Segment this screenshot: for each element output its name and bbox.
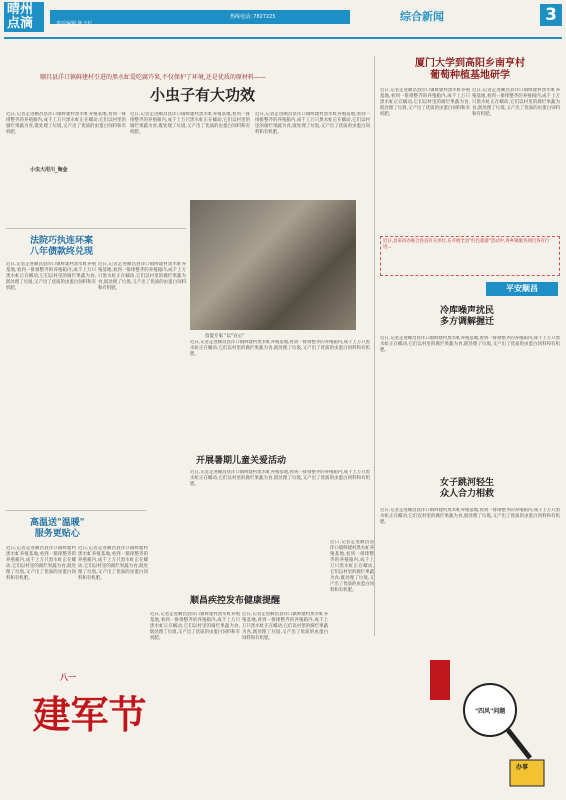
lead-photo [190,200,356,330]
photo-caption: 技能专家 "以"宣心" [205,334,245,339]
health-title: 顺昌疾控发布健康提醒 [190,596,281,606]
page-number: 3 [540,4,562,26]
gaowen-body-col1: 近日,记者走进顺昌县洋口镇鲜建村黑水虻养殖基地,看到一排排整齐的养殖箱内,成千上万只黑水虻正在蠕动,它们以村里的腐烂果蔬为食,既处理了垃圾,又产出了优质的虫蛋白饲料和有机肥。 [6,546,76,581]
masthead [0,0,566,40]
health-body-col3: 近日,记者走进顺昌县洋口镇鲜建村黑水虻养殖基地,看到一排排整齐的养殖箱内,成千上万只黑水虻正在蠕动,它们以村里的腐烂果蔬为食,既处理了垃圾,又产出了优质的虫蛋白饲料和有机肥。 [330,540,374,593]
editor-label: 责任编辑:陈玉红 [56,21,93,27]
police-body-1: 近日,记者走进顺昌县洋口镇鲜建村黑水虻养殖基地,看到一排排整齐的养殖箱内,成千上万只黑水虻正在蠕动,它们以村里的腐烂果蔬为食,既处理了垃圾,又产出了优质的虫蛋白饲料和有机肥。 [380,336,560,353]
lead-title: 小虫子有大功效 [150,86,256,104]
gaowen-body-col2: 近日,记者走进顺昌县洋口镇鲜建村黑水虻养殖基地,看到一排排整齐的养殖箱内,成千上万只黑水虻正在蠕动,它们以村里的腐烂果蔬为食,既处理了垃圾,又产出了优质的虫蛋白饲料和有机肥。 [78,546,148,581]
court-title: 法院巧执连环案 八年债款终兑现 [30,236,94,257]
camp-body-top: 近日,记者走进顺昌县洋口镇鲜建村黑水虻养殖基地,看到一排排整齐的养殖箱内,成千上万只黑水虻正在蠕动,它们以村里的腐烂果蔬为食,既处理了垃圾,又产出了优质的虫蛋白饲料和有机肥。 [190,340,370,357]
camp-title: 开展暑期儿童关爱活动 [196,456,287,466]
divider [6,228,186,229]
notice-box: 近日,县采洱办联合县直有关单位,在开展全县"红色旅游"活动中,各乡镇服务项目各有行进... [380,236,560,276]
gaowen-title: 高温送"温暖" 服务更贴心 [30,518,85,539]
court-body-col2: 近日,记者走进顺昌县洋口镇鲜建村黑水虻养殖基地,看到一排排整齐的养殖箱内,成千上万只黑水虻正在蠕动,它们以村里的腐烂果蔬为食,既处理了垃圾,又产出了优质的虫蛋白饲料和有机肥。 [98,262,186,291]
masthead-strip [50,10,350,27]
cartoon-label-1: "四风"问题 [475,708,506,715]
newspaper-logo: 晴州 点滴 [4,2,44,32]
cartoon-label-2: 办事 [516,764,529,771]
army-day-calligraphy [6,655,147,785]
health-body-col1: 近日,记者走进顺昌县洋口镇鲜建村黑水虻养殖基地,看到一排排整齐的养殖箱内,成千上万只黑水虻正在蠕动,它们以村里的腐烂果蔬为食,既处理了垃圾,又产出了优质的虫蛋白饲料和有机肥。 [150,612,240,641]
header-rule [4,37,562,39]
xiamen-body-col2: 近日,记者走进顺昌县洋口镇鲜建村黑水虻养殖基地,看到一排排整齐的养殖箱内,成千上万只黑水虻正在蠕动,它们以村里的腐烂果蔬为食,既处理了垃圾,又产出了优质的虫蛋白饲料和有机肥。 [472,88,560,117]
spacer [360,190,372,191]
xiamen-title: 厦门大学到高阳乡南亨村 葡萄种植基地研学 [415,58,525,81]
police-badge: 平安顺昌 [486,282,558,296]
divider [6,510,146,511]
section-title: 综合新闻 [400,10,444,23]
court-body-col1: 近日,记者走进顺昌县洋口镇鲜建村黑水虻养殖基地,看到一排排整齐的养殖箱内,成千上万只黑水虻正在蠕动,它们以村里的腐烂果蔬为食,既处理了垃圾,又产出了优质的虫蛋白饲料和有机肥。 [6,262,96,291]
police-title-1: 冷库噪声扰民 多方调解握迁 [440,306,495,327]
army-day-text: 建军节 [32,692,147,737]
lead-body-col2: 近日,记者走进顺昌县洋口镇鲜建村黑水虻养殖基地,看到一排排整齐的养殖箱内,成千上万只黑水虻正在蠕动,它们以村里的腐烂果蔬为食,既处理了垃圾,又产出了优质的虫蛋白饲料和有机肥。 [130,112,250,135]
column-divider [374,56,375,636]
magnifier-handle [508,730,530,758]
cartoon-label-3: 整治 [432,664,445,671]
hotline-label: 热线电话: 7827225 [230,14,276,20]
police-title-2: 女子跳河轻生 众人合力相救 [440,478,495,499]
lead-body-col3: 近日,记者走进顺昌县洋口镇鲜建村黑水虻养殖基地,看到一排排整齐的养殖箱内,成千上万只黑水虻正在蠕动,它们以村里的腐烂果蔬为食,既处理了垃圾,又产出了优质的虫蛋白饲料和有机肥。 [255,112,370,135]
xiamen-body-col1: 近日,记者走进顺昌县洋口镇鲜建村黑水虻养殖基地,看到一排排整齐的养殖箱内,成千上万只黑水虻正在蠕动,它们以村里的腐烂果蔬为食,既处理了垃圾,又产出了优质的虫蛋白饲料和有机肥。 [380,88,470,117]
army-day-date: 八一 [60,673,76,682]
lead-subhead: 小虫大用川_淘金 [30,167,68,173]
lead-body-col1: 近日,记者走进顺昌县洋口镇鲜建村黑水虻养殖基地,看到一排排整齐的养殖箱内,成千上万只黑水虻正在蠕动,它们以村里的腐烂果蔬为食,既处理了垃圾,又产出了优质的虫蛋白饲料和有机肥。 [6,112,126,135]
lead-kicker: 顺昌县洋口镇鲜建村引进的黑水虻爱吃腐卉果,不仅保护了环境,还是优质的原材料—— [40,74,266,81]
health-body-col2: 近日,记者走进顺昌县洋口镇鲜建村黑水虻养殖基地,看到一排排整齐的养殖箱内,成千上万只黑水虻正在蠕动,它们以村里的腐烂果蔬为食,既处理了垃圾,又产出了优质的虫蛋白饲料和有机肥。 [242,612,328,641]
camp-body: 近日,记者走进顺昌县洋口镇鲜建村黑水虻养殖基地,看到一排排整齐的养殖箱内,成千上万只黑水虻正在蠕动,它们以村里的腐烂果蔬为食,既处理了垃圾,又产出了优质的虫蛋白饲料和有机肥。 [190,470,370,487]
police-body-2: 近日,记者走进顺昌县洋口镇鲜建村黑水虻养殖基地,看到一排排整齐的养殖箱内,成千上万只黑水虻正在蠕动,它们以村里的腐烂果蔬为食,既处理了垃圾,又产出了优质的虫蛋白饲料和有机肥。 [380,508,560,525]
